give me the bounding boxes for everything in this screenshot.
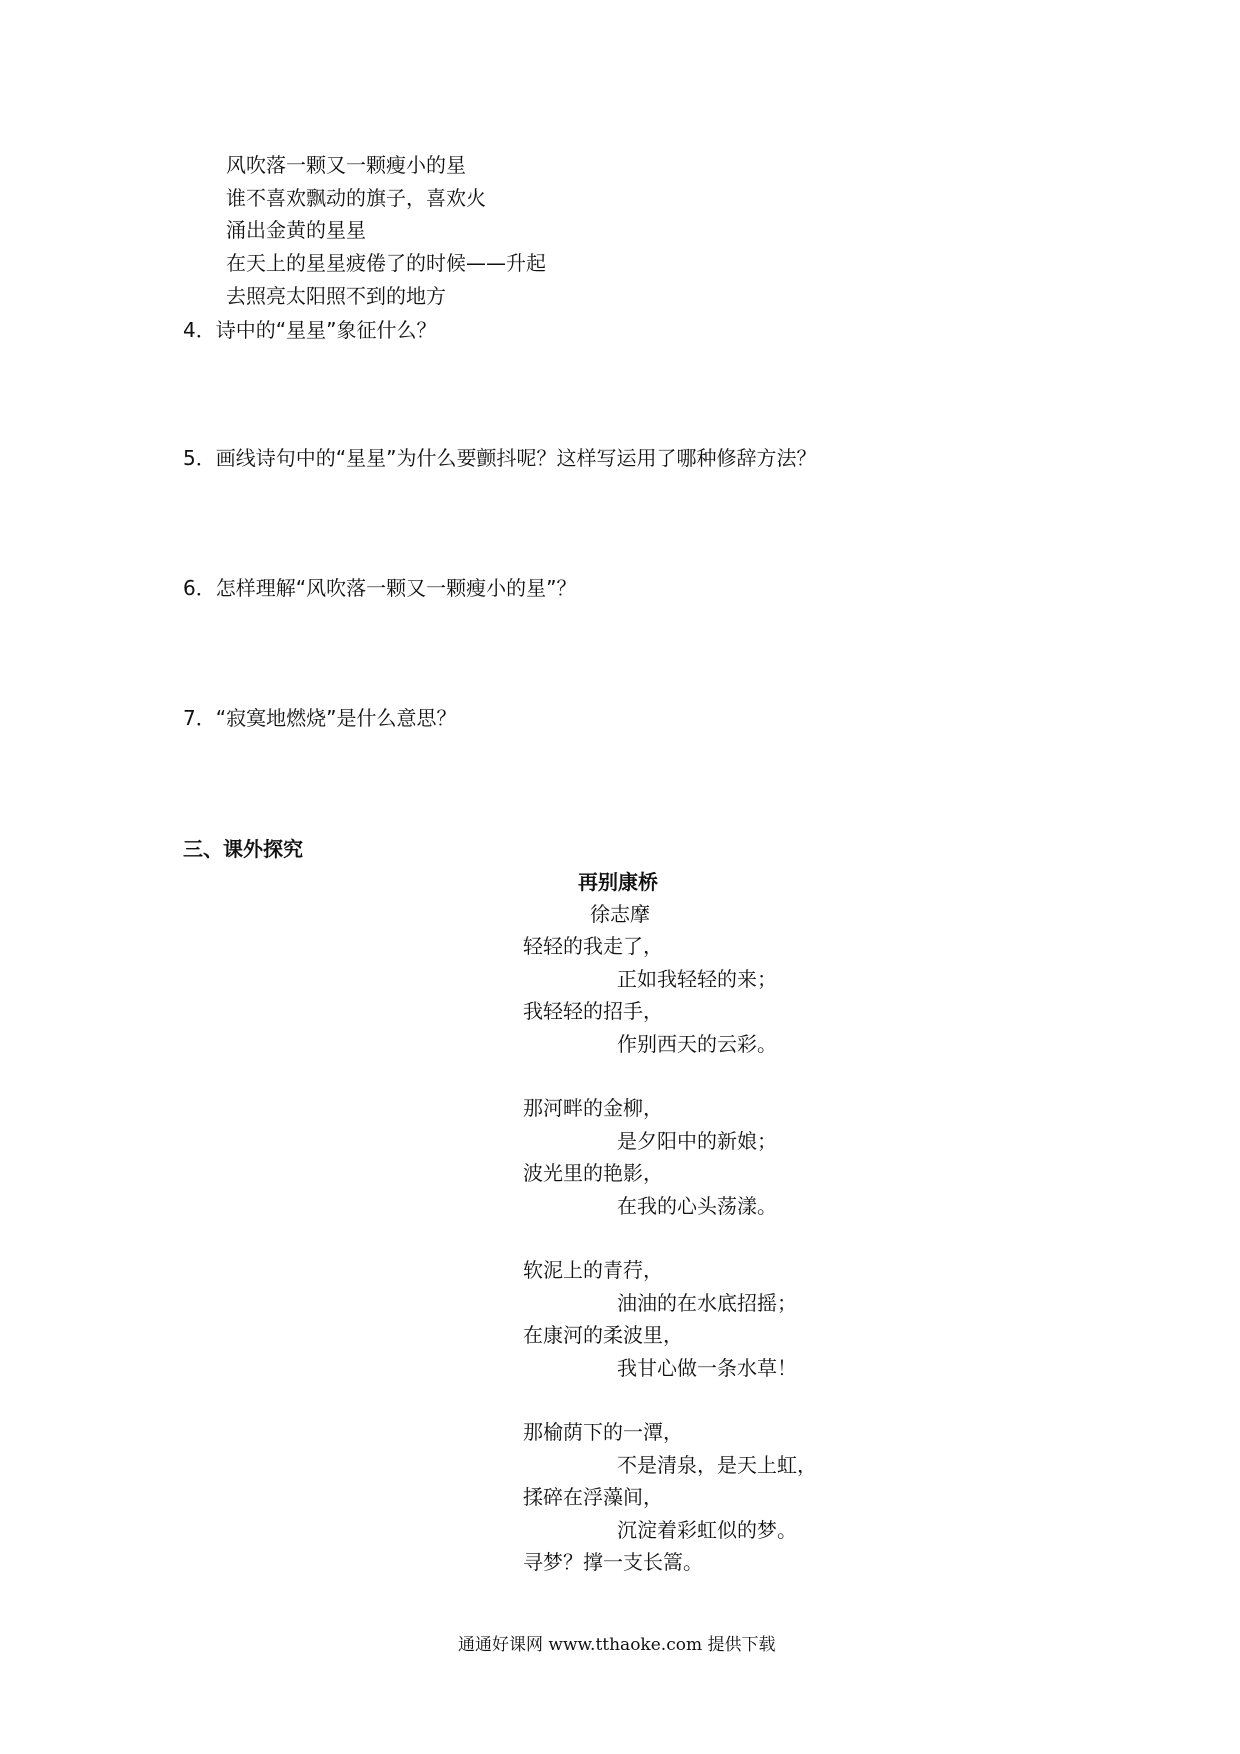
poem-excerpt-line: 涌出金黄的星星 [226,218,366,242]
section-heading: 三、课外探究 [183,837,303,861]
poem-line: 我甘心做一条水草！ [617,1356,797,1380]
poem-line: 波光里的艳影， [523,1161,663,1185]
poem-author: 徐志摩 [590,902,650,926]
poem-line: 揉碎在浮藻间， [523,1485,663,1509]
poem-excerpt-line: 去照亮太阳照不到的地方 [226,284,446,308]
poem-line: 我轻轻的招手， [523,999,663,1023]
question-5: 5．画线诗句中的“星星”为什么要颤抖呢？这样写运用了哪种修辞方法？ [183,446,817,470]
poem-line: 那榆荫下的一潭， [523,1420,683,1444]
poem-title: 再别康桥 [578,870,658,894]
poem-line: 软泥上的青荇， [523,1258,663,1282]
poem-line: 轻轻的我走了， [523,934,663,958]
poem-line: 在我的心头荡漾。 [617,1194,777,1218]
question-7: 7．“寂寞地燃烧”是什么意思？ [183,706,457,730]
question-4: 4．诗中的“星星”象征什么？ [183,318,437,342]
poem-line: 正如我轻轻的来； [617,967,777,991]
poem-line: 不是清泉，是天上虹， [617,1453,817,1477]
poem-excerpt-line: 风吹落一颗又一颗瘦小的星 [226,153,466,177]
poem-line: 作别西天的云彩。 [617,1032,777,1056]
poem-line: 那河畔的金柳， [523,1096,663,1120]
poem-line: 寻梦？撑一支长篙。 [523,1550,703,1574]
poem-excerpt-line: 谁不喜欢飘动的旗子，喜欢火 [226,186,486,210]
poem-line: 是夕阳中的新娘； [617,1129,777,1153]
question-6: 6．怎样理解“风吹落一颗又一颗瘦小的星”？ [183,576,577,600]
poem-line: 油油的在水底招摇； [617,1291,797,1315]
poem-line: 在康河的柔波里， [523,1323,683,1347]
page-footer: 通通好课网 www.tthaoke.com 提供下载 [458,1635,776,1655]
poem-excerpt-line: 在天上的星星疲倦了的时候——升起 [226,251,546,275]
poem-line: 沉淀着彩虹似的梦。 [617,1518,797,1542]
